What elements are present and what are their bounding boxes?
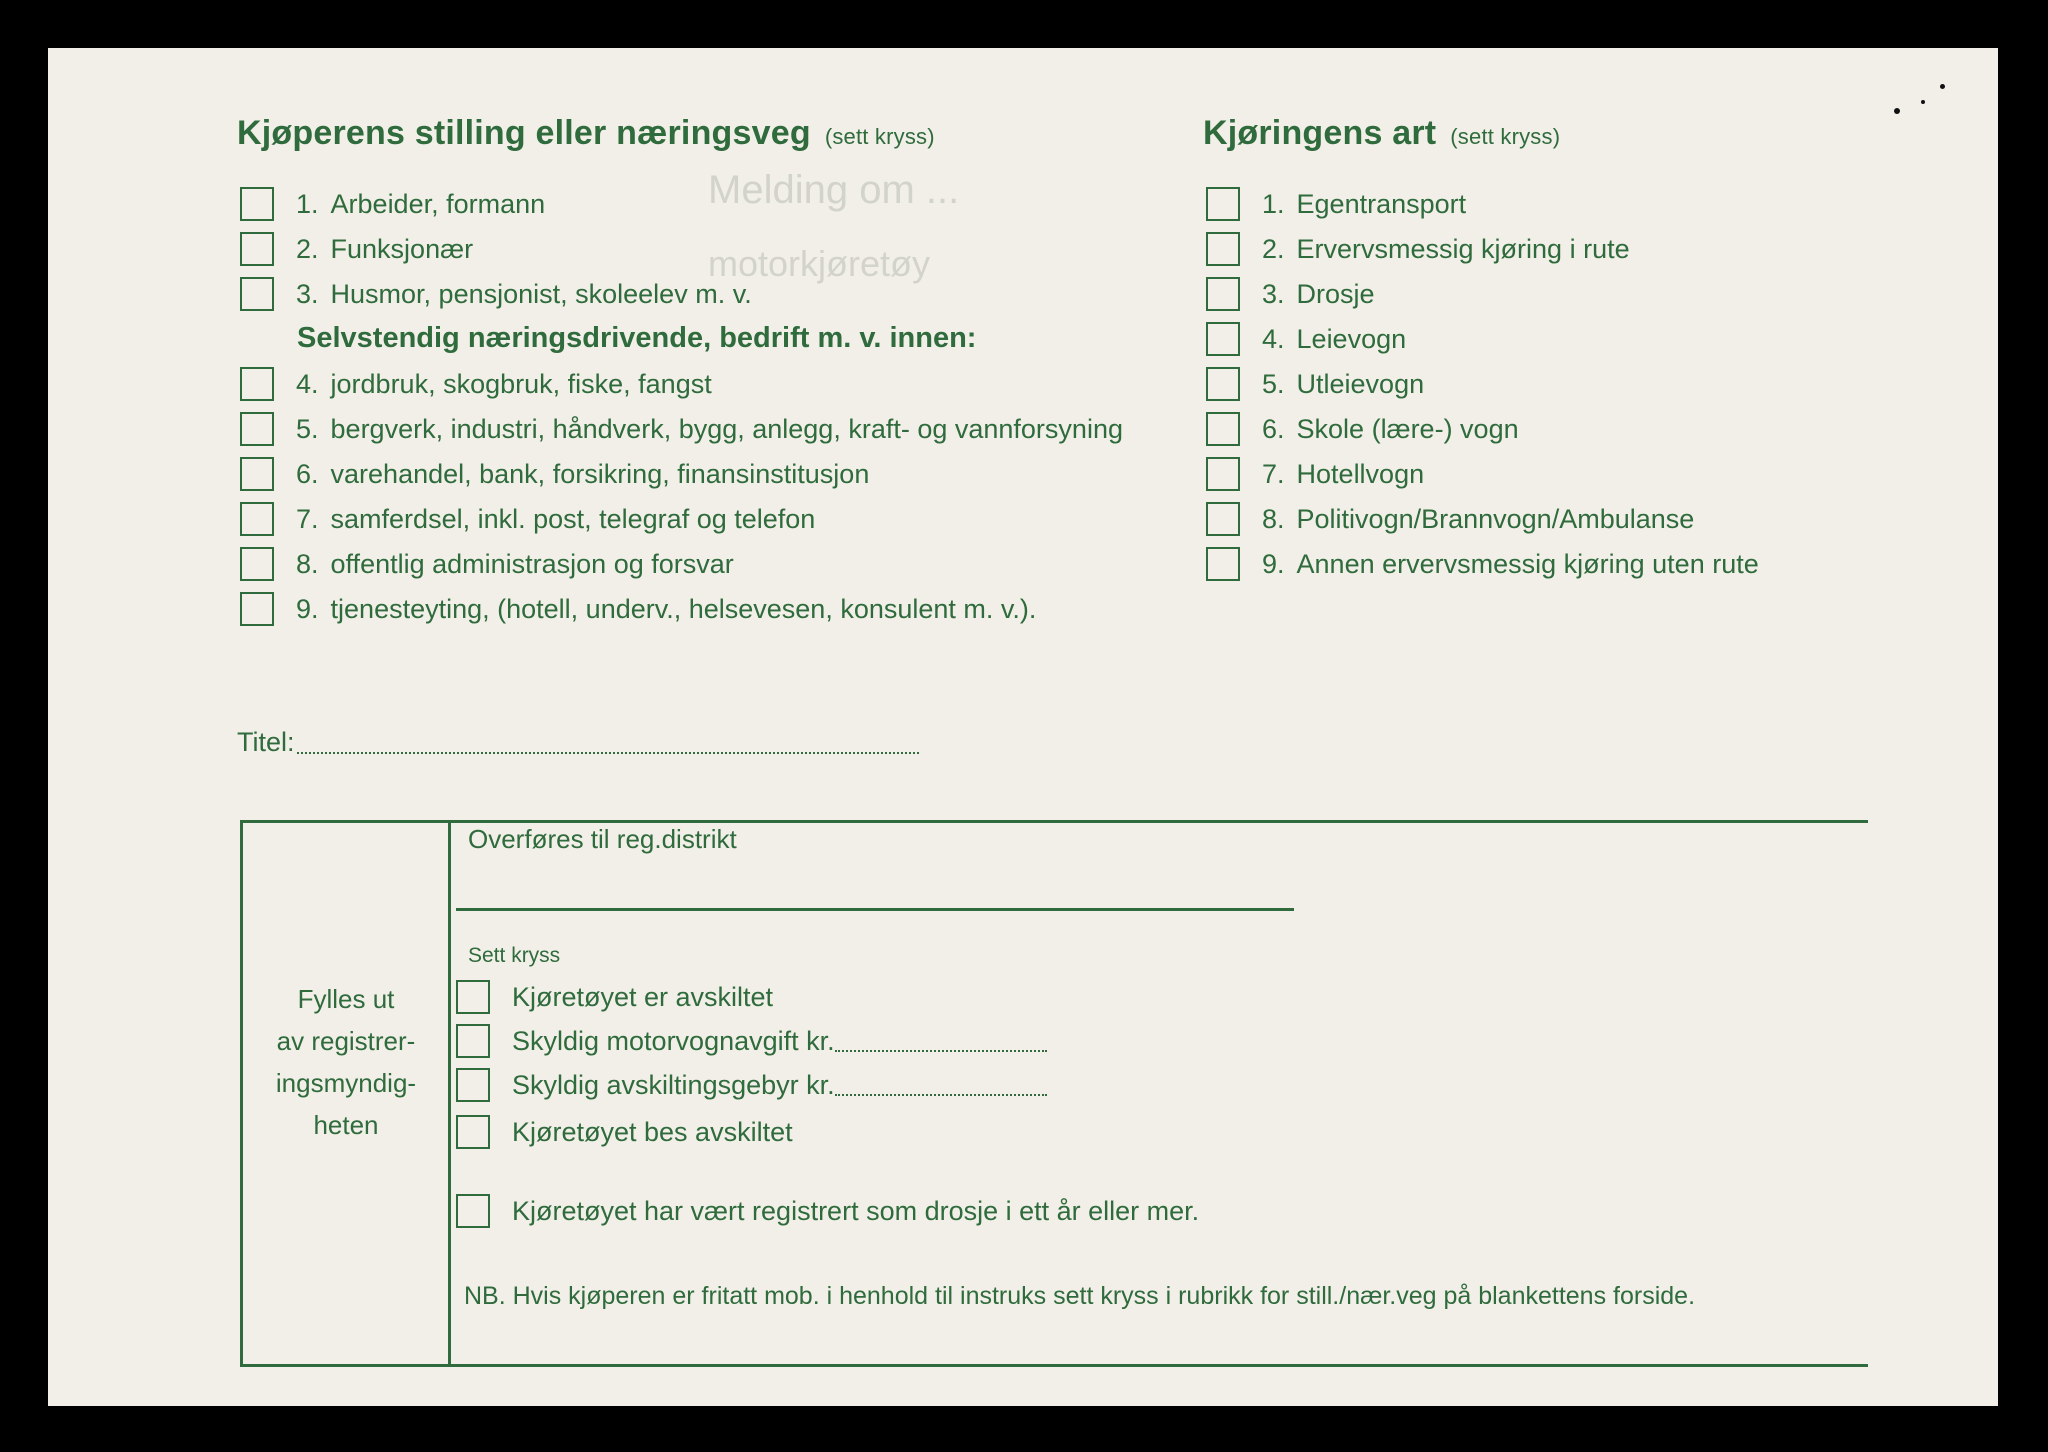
item-number: 7. (296, 503, 319, 534)
item-label: Kjøretøyet bes avskiltet (512, 1116, 793, 1147)
item-number: 2. (296, 233, 319, 264)
side-label-line: ingsmyndig- (275, 1068, 417, 1098)
right-item-7[interactable] (1206, 457, 1424, 491)
ink-speck (1921, 100, 1925, 104)
transfer-district-line[interactable] (456, 908, 1294, 911)
right-section-title (1203, 114, 1560, 153)
item-number: 6. (1262, 413, 1285, 444)
item-label: Skole (lære-) vogn (1296, 413, 1519, 444)
ink-speck (1894, 108, 1900, 114)
checkbox[interactable] (240, 187, 274, 221)
amount-dotted-line[interactable] (835, 1074, 1047, 1096)
right-item-3[interactable] (1206, 277, 1375, 311)
checkbox[interactable] (456, 1024, 490, 1058)
right-item-6[interactable] (1206, 412, 1519, 446)
registry-item-drosje[interactable] (456, 1194, 1199, 1228)
checkbox[interactable] (456, 1115, 490, 1149)
checkbox[interactable] (1206, 502, 1240, 536)
item-number: 7. (1262, 458, 1285, 489)
left-item-1[interactable] (240, 187, 545, 221)
titel-label: Titel: (237, 727, 295, 757)
item-number: 8. (296, 548, 319, 579)
left-item-9[interactable] (240, 592, 1036, 626)
item-label: jordbruk, skogbruk, fiske, fangst (330, 368, 712, 399)
form-sheet (48, 48, 1998, 1406)
item-label: Skyldig avskiltingsgebyr kr. (512, 1069, 835, 1100)
item-label: Hotellvogn (1296, 458, 1425, 489)
item-number: 9. (296, 593, 319, 624)
item-label: bergverk, industri, håndverk, bygg, anlegg, kraft- og vannforsyning (330, 413, 1123, 444)
item-label: Husmor, pensjonist, skoleelev m. v. (330, 278, 752, 309)
ink-speck (1940, 84, 1945, 89)
amount-dotted-line[interactable] (835, 1030, 1047, 1052)
item-number: 2. (1262, 233, 1285, 264)
registry-box-bottom-border (240, 1364, 1868, 1367)
left-item-5[interactable] (240, 412, 1123, 446)
item-number: 3. (1262, 278, 1285, 309)
bleed-through-text-2: motorkjøretøy (708, 243, 931, 284)
checkbox[interactable] (456, 1068, 490, 1102)
registry-box-left-border (240, 820, 243, 1367)
item-label: Ervervsmessig kjøring i rute (1296, 233, 1630, 264)
checkbox[interactable] (1206, 547, 1240, 581)
item-label: Leievogn (1296, 323, 1407, 354)
left-section-title (237, 114, 935, 153)
right-item-1[interactable] (1206, 187, 1466, 221)
checkbox[interactable] (1206, 457, 1240, 491)
titel-field[interactable] (237, 727, 919, 758)
left-item-2[interactable] (240, 232, 473, 266)
checkbox[interactable] (456, 980, 490, 1014)
registry-box-divider (448, 820, 451, 1367)
item-number: 8. (1262, 503, 1285, 534)
right-item-4[interactable] (1206, 322, 1406, 356)
checkbox[interactable] (1206, 277, 1240, 311)
left-item-6[interactable] (240, 457, 869, 491)
item-number: 6. (296, 458, 319, 489)
registry-item-bes-avskiltet[interactable] (456, 1115, 793, 1149)
registry-side-label (244, 978, 448, 1146)
checkbox[interactable] (240, 502, 274, 536)
checkbox[interactable] (240, 457, 274, 491)
checkbox[interactable] (240, 232, 274, 266)
item-label: Egentransport (1296, 188, 1467, 219)
item-number: 5. (1262, 368, 1285, 399)
left-title-text: Kjøperens stilling eller næringsveg (237, 114, 811, 152)
checkbox[interactable] (1206, 367, 1240, 401)
item-number: 3. (296, 278, 319, 309)
left-item-7[interactable] (240, 502, 815, 536)
right-item-2[interactable] (1206, 232, 1630, 266)
item-number: 4. (296, 368, 319, 399)
sett-kryss-label: Sett kryss (468, 944, 561, 967)
item-number: 4. (1262, 323, 1285, 354)
left-item-4[interactable] (240, 367, 712, 401)
item-label: Kjøretøyet er avskiltet (512, 981, 774, 1012)
checkbox[interactable] (240, 367, 274, 401)
item-label: samferdsel, inkl. post, telegraf og telefon (330, 503, 816, 534)
left-item-8[interactable] (240, 547, 734, 581)
item-label: varehandel, bank, forsikring, finansinstitusjon (330, 458, 870, 489)
right-title-note: (sett kryss) (1450, 124, 1561, 149)
left-item-3[interactable] (240, 277, 752, 311)
item-label: Utleievogn (1296, 368, 1425, 399)
checkbox[interactable] (240, 592, 274, 626)
item-label: Annen ervervsmessig kjøring uten rute (1296, 548, 1759, 579)
checkbox[interactable] (1206, 232, 1240, 266)
item-label: Kjøretøyet har vært registrert som drosje i ett år eller mer. (512, 1195, 1200, 1226)
right-item-5[interactable] (1206, 367, 1424, 401)
checkbox[interactable] (1206, 412, 1240, 446)
checkbox[interactable] (240, 277, 274, 311)
item-label: Skyldig motorvognavgift kr. (512, 1025, 835, 1056)
bleed-through-text: Melding om ... (708, 168, 960, 212)
registry-box-top-border (240, 820, 1868, 823)
side-label-line: av registrer- (276, 1026, 416, 1056)
item-number: 1. (1262, 188, 1285, 219)
registry-item-motorvognavgift[interactable] (456, 1024, 1047, 1058)
right-item-8[interactable] (1206, 502, 1694, 536)
right-item-9[interactable] (1206, 547, 1759, 581)
item-label: offentlig administrasjon og forsvar (330, 548, 734, 579)
titel-dotted-line[interactable] (297, 732, 919, 754)
registry-item-avskiltingsgebyr[interactable] (456, 1068, 1047, 1102)
side-label-line: heten (313, 1110, 379, 1140)
checkbox[interactable] (1206, 187, 1240, 221)
left-title-note: (sett kryss) (824, 124, 935, 149)
item-label: tjenesteyting, (hotell, underv., helsevesen, konsulent m. v.). (330, 593, 1037, 624)
transfer-label: Overføres til reg.distrikt (468, 824, 737, 854)
item-label: Drosje (1296, 278, 1375, 309)
item-number: 1. (296, 188, 319, 219)
item-label: Funksjonær (330, 233, 474, 264)
item-label: Politivogn/Brannvogn/Ambulanse (1296, 503, 1695, 534)
registry-item-avskiltet[interactable] (456, 980, 773, 1014)
item-label: Arbeider, formann (330, 188, 546, 219)
checkbox[interactable] (240, 412, 274, 446)
side-label-line: Fylles ut (297, 984, 395, 1014)
checkbox[interactable] (240, 547, 274, 581)
right-title-text: Kjøringens art (1203, 114, 1437, 152)
checkbox[interactable] (1206, 322, 1240, 356)
left-subheading: Selvstendig næringsdrivende, bedrift m. v. innen: (297, 322, 977, 354)
item-number: 5. (296, 413, 319, 444)
checkbox[interactable] (456, 1194, 490, 1228)
nb-note: NB. Hvis kjøperen er fritatt mob. i henhold til instruks sett kryss i rubrikk for still./nær.veg på blankettens forside. (464, 1282, 1696, 1310)
item-number: 9. (1262, 548, 1285, 579)
